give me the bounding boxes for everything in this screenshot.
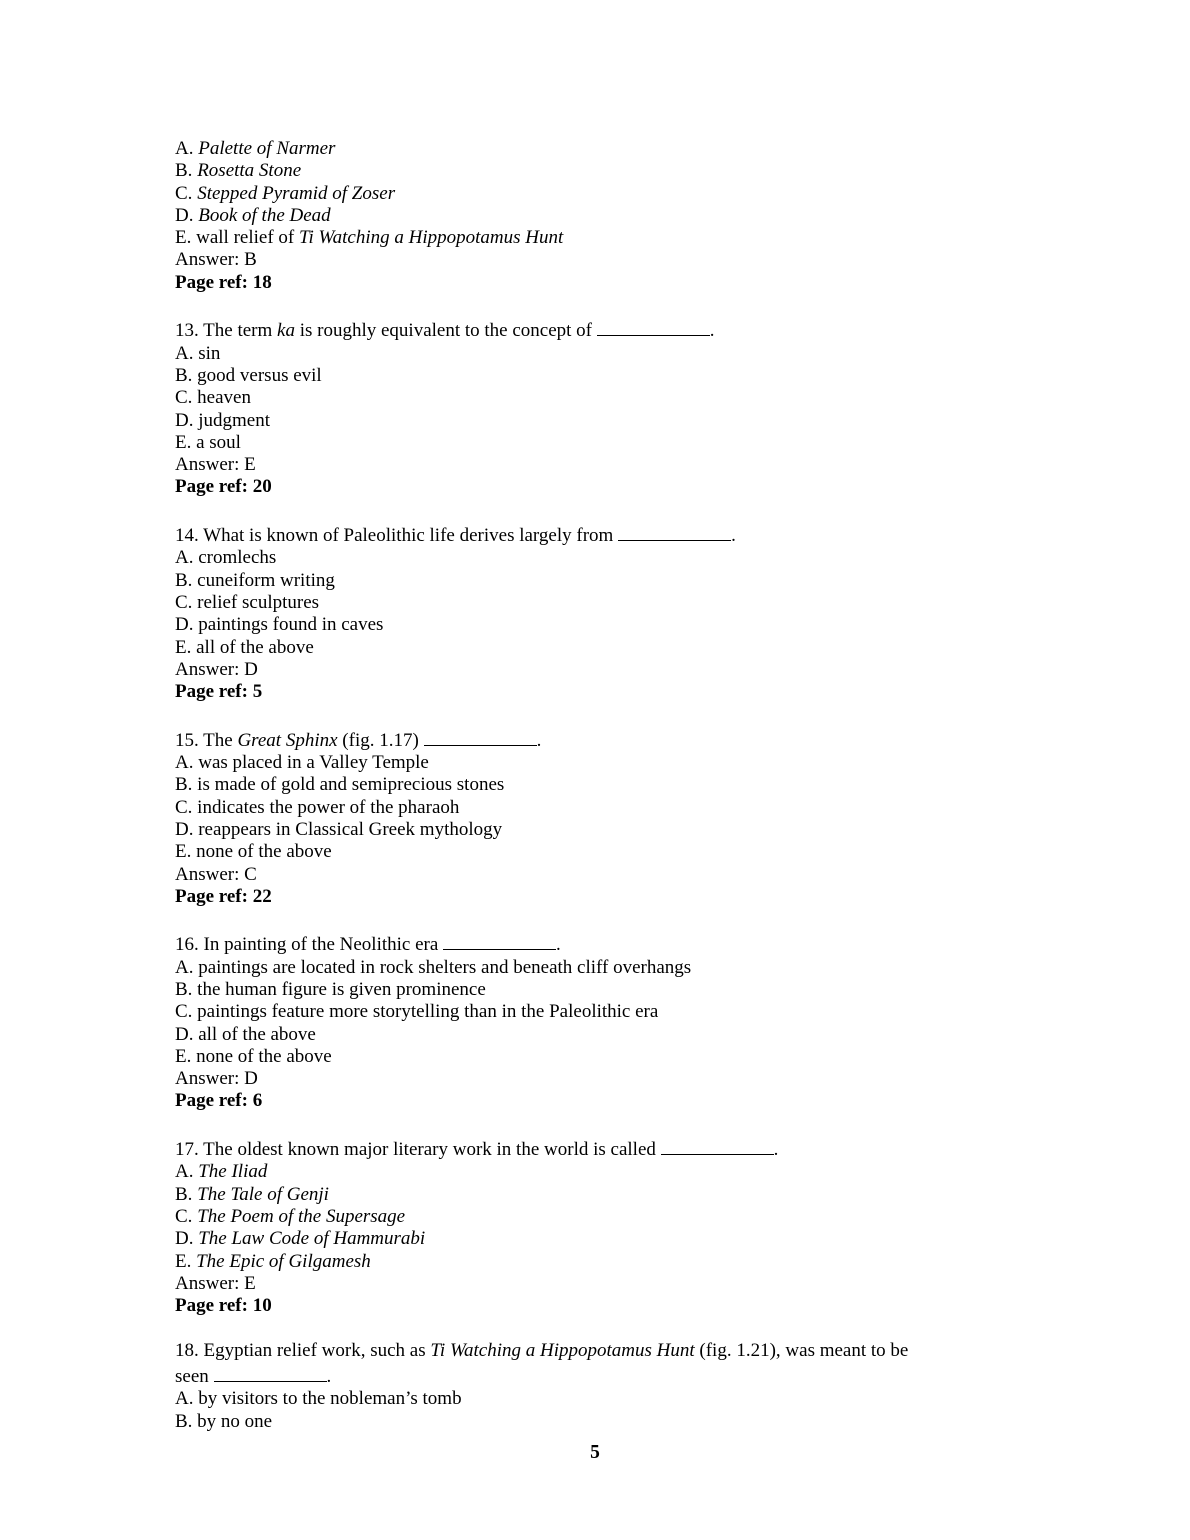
question-block — [175, 521, 1027, 703]
page-ref-text: Page ref: 18 — [175, 271, 272, 293]
text-segment: . — [731, 525, 736, 547]
text-segment: E. a soul — [175, 431, 241, 453]
text-segment: 15. The — [175, 729, 238, 751]
text-segment: 13. The term — [175, 320, 278, 342]
text-segment: E. none of the above — [175, 1045, 332, 1067]
text-line — [175, 476, 1027, 498]
text-line — [175, 614, 1027, 636]
text-line — [175, 547, 1027, 569]
text-line — [175, 521, 1027, 547]
blank-underline — [424, 726, 537, 746]
text-line — [175, 592, 1027, 614]
text-segment: A. — [175, 1161, 199, 1183]
text-segment: The Poem of the Supersage — [197, 1205, 406, 1227]
text-segment: A. cromlechs — [175, 547, 277, 569]
text-segment: Answer: C — [175, 863, 257, 885]
text-segment: E. wall relief of — [175, 227, 299, 249]
text-segment: (fig. 1.17) — [337, 729, 424, 751]
text-line — [175, 1090, 1027, 1112]
text-segment: B. — [175, 160, 198, 182]
text-segment: C. paintings feature more storytelling than in the Paleolithic era — [175, 1001, 659, 1023]
text-segment: Answer: B — [175, 249, 257, 271]
text-segment: E. — [175, 1250, 197, 1272]
text-line — [175, 1046, 1027, 1068]
text-line — [175, 1161, 1027, 1183]
page-ref-text: Page ref: 5 — [175, 681, 263, 703]
text-segment: seen — [175, 1366, 214, 1388]
text-segment: is roughly equivalent to the concept of — [294, 320, 597, 342]
text-segment: Answer: E — [175, 454, 256, 476]
text-line — [175, 1251, 1027, 1273]
text-segment: Ti Watching a Hippopotamus Hunt — [298, 227, 564, 249]
text-segment: C. heaven — [175, 387, 251, 409]
text-line — [175, 659, 1027, 681]
text-line — [175, 365, 1027, 387]
text-line — [175, 957, 1027, 979]
text-segment: Answer: E — [175, 1272, 256, 1294]
text-line — [175, 1411, 1027, 1433]
text-line — [175, 1388, 1027, 1410]
text-line — [175, 432, 1027, 454]
question-block — [175, 316, 1027, 498]
text-line — [175, 1340, 1027, 1362]
question-block — [175, 726, 1027, 908]
text-segment: B. good versus evil — [175, 364, 322, 386]
text-segment: The Tale of Genji — [197, 1183, 329, 1205]
question-block — [175, 1340, 1027, 1433]
text-line — [175, 1024, 1027, 1046]
text-line — [175, 1206, 1027, 1228]
text-line — [175, 387, 1027, 409]
text-line — [175, 160, 1027, 182]
question-list — [175, 138, 1027, 1455]
text-segment: The Law Code of Hammurabi — [198, 1228, 426, 1250]
text-segment: Palette of Narmer — [198, 138, 336, 159]
question-block — [175, 930, 1027, 1112]
page-ref-text: Page ref: 22 — [175, 885, 272, 907]
text-line — [175, 841, 1027, 863]
text-line — [175, 1362, 1027, 1388]
text-segment: The Epic of Gilgamesh — [196, 1250, 371, 1272]
text-segment: A. paintings are located in rock shelters and beneath cliff overhangs — [175, 956, 692, 978]
text-segment: D. paintings found in caves — [175, 614, 384, 636]
text-segment: A. by visitors to the nobleman’s tomb — [175, 1388, 462, 1410]
page-ref-text: Page ref: 6 — [175, 1090, 263, 1112]
text-line — [175, 637, 1027, 659]
text-line — [175, 138, 1027, 160]
text-segment: D. judgment — [175, 409, 270, 431]
text-line — [175, 343, 1027, 365]
text-segment: B. — [175, 1183, 198, 1205]
text-line — [175, 886, 1027, 908]
text-segment: 14. What is known of Paleolithic life derives largely from — [175, 525, 619, 547]
blank-underline — [597, 316, 710, 336]
text-line — [175, 797, 1027, 819]
text-line — [175, 1228, 1027, 1250]
text-segment: D. — [175, 1228, 199, 1250]
text-segment: . — [773, 1139, 779, 1161]
text-line — [175, 249, 1027, 271]
text-segment: The Iliad — [198, 1161, 268, 1183]
text-line — [175, 864, 1027, 886]
text-line — [175, 930, 1027, 956]
text-segment: Book of the Dead — [198, 204, 331, 226]
text-segment: C. — [175, 182, 198, 204]
text-segment: C. relief sculptures — [175, 591, 320, 613]
text-line — [175, 205, 1027, 227]
text-line — [175, 752, 1027, 774]
text-segment: C. indicates the power of the pharaoh — [175, 796, 460, 818]
text-segment: B. by no one — [175, 1410, 273, 1432]
text-segment: 18. Egyptian relief work, such as — [175, 1339, 431, 1361]
text-segment: D. all of the above — [175, 1023, 316, 1045]
page-number: 5 — [590, 1442, 600, 1463]
text-segment: E. none of the above — [175, 841, 332, 863]
text-line — [175, 316, 1027, 342]
text-segment: Answer: D — [175, 658, 258, 680]
text-line — [175, 410, 1027, 432]
text-segment: Ti Watching a Hippopotamus Hunt — [430, 1339, 695, 1361]
text-segment: 17. The oldest known major literary work in the world is called — [175, 1139, 661, 1161]
text-segment: B. the human figure is given prominence — [175, 978, 486, 1000]
text-segment: B. is made of gold and semiprecious stones — [175, 774, 505, 796]
text-line — [175, 454, 1027, 476]
question-block — [175, 138, 1027, 294]
text-segment: . — [556, 934, 561, 956]
text-segment: A. sin — [175, 342, 221, 364]
text-segment: . — [536, 729, 542, 751]
page-ref-text: Page ref: 10 — [175, 1295, 272, 1317]
text-segment: Great Sphinx — [237, 729, 338, 751]
text-line — [175, 570, 1027, 592]
text-line — [175, 183, 1027, 205]
text-line — [175, 1068, 1027, 1090]
text-segment: Answer: D — [175, 1068, 258, 1090]
text-line — [175, 1295, 1027, 1317]
text-segment: D. — [175, 204, 199, 226]
question-block — [175, 1135, 1027, 1317]
text-segment: Stepped Pyramid of Zoser — [197, 182, 396, 204]
text-line — [175, 979, 1027, 1001]
text-line — [175, 681, 1027, 703]
text-segment: A. was placed in a Valley Temple — [175, 752, 429, 774]
text-segment: Rosetta Stone — [197, 160, 302, 182]
text-line — [175, 1135, 1027, 1161]
text-line — [175, 1001, 1027, 1023]
text-line — [175, 1184, 1027, 1206]
text-segment: C. — [175, 1205, 198, 1227]
text-line — [175, 272, 1027, 294]
page-ref-text: Page ref: 20 — [175, 476, 272, 498]
text-line — [175, 774, 1027, 796]
blank-underline — [618, 521, 731, 541]
blank-underline — [661, 1135, 774, 1155]
blank-underline — [443, 930, 556, 950]
text-segment: D. reappears in Classical Greek mythology — [175, 818, 503, 840]
text-segment: 16. In painting of the Neolithic era — [175, 934, 444, 956]
text-segment: A. — [175, 138, 199, 159]
text-segment: . — [709, 320, 715, 342]
text-line — [175, 1273, 1027, 1295]
blank-underline — [214, 1362, 327, 1382]
text-line — [175, 819, 1027, 841]
text-segment: (fig. 1.21), was meant to be — [694, 1339, 909, 1361]
text-line — [175, 726, 1027, 752]
text-segment: B. cuneiform writing — [175, 569, 335, 591]
text-segment: E. all of the above — [175, 636, 314, 658]
text-segment: . — [326, 1366, 332, 1388]
text-line — [175, 227, 1027, 249]
text-segment: ka — [277, 320, 295, 342]
